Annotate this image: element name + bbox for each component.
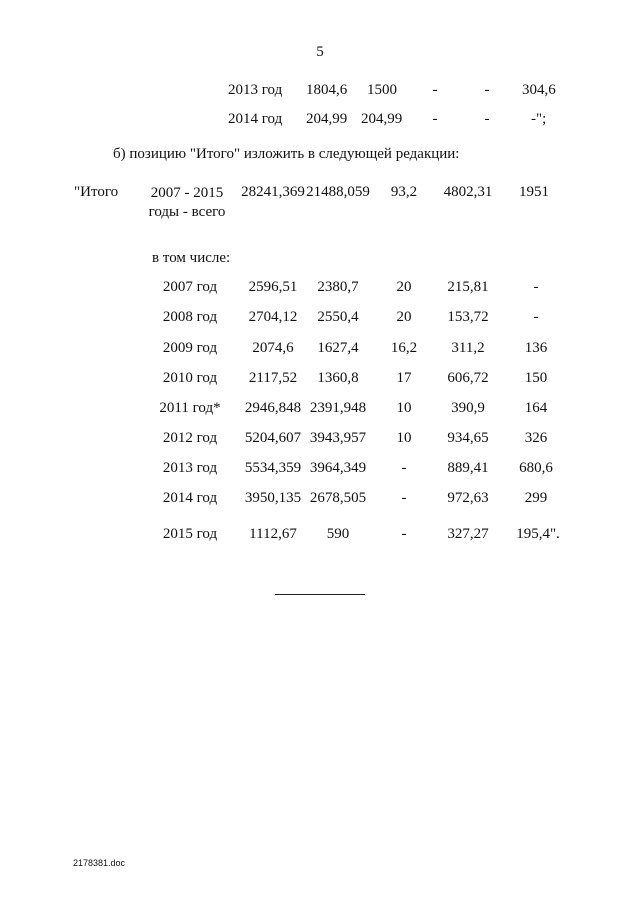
value-cell: 1951	[519, 184, 549, 200]
value-cell: 10	[396, 430, 412, 446]
value-cell: 680,6	[519, 460, 553, 476]
total-cell: 2596,51	[248, 279, 298, 295]
year-cell: 2013 год	[228, 82, 283, 98]
value-cell: 195,4".	[516, 526, 560, 542]
value-cell: 164	[524, 400, 548, 416]
total-cell: 1112,67	[249, 526, 297, 542]
table-row	[0, 80, 640, 100]
value-cell: 2550,4	[317, 309, 359, 325]
total-cell: 28241,369	[241, 184, 305, 200]
table-row	[0, 524, 640, 544]
year-cell: 2010 год	[162, 370, 218, 386]
year-cell: 2009 год	[162, 340, 218, 356]
year-cell: 2015 год	[162, 526, 218, 542]
value-cell: 972,63	[447, 490, 489, 506]
value-cell: 21488,059	[306, 184, 370, 200]
amendment-instruction: б) позицию "Итого" изложить в следующей редакции:	[113, 146, 460, 162]
total-cell: 3950,135	[244, 490, 302, 506]
value-cell: 889,41	[447, 460, 489, 476]
total-cell: 204,99	[306, 111, 348, 127]
value-cell: 2678,505	[309, 490, 367, 506]
year-cell: 2014 год	[162, 490, 218, 506]
year-cell: 2007 год	[162, 279, 218, 295]
table-row	[0, 428, 640, 448]
value-cell: 4802,31	[443, 184, 493, 200]
total-cell: 5534,359	[244, 460, 302, 476]
value-cell: 153,72	[447, 309, 489, 325]
value-cell: -	[401, 490, 407, 506]
value-cell: 204,99	[361, 111, 403, 127]
value-cell: -	[484, 82, 490, 98]
value-cell: -	[533, 309, 539, 325]
value-cell: -	[432, 111, 438, 127]
table-row	[0, 458, 640, 478]
value-cell: 326	[524, 430, 548, 446]
value-cell: 327,27	[447, 526, 489, 542]
value-cell: 390,9	[451, 400, 485, 416]
value-cell: 590	[326, 526, 350, 542]
value-cell: 311,2	[451, 340, 485, 356]
value-cell: 16,2	[390, 340, 418, 356]
table-row	[0, 307, 640, 327]
total-cell: 5204,607	[244, 430, 302, 446]
year-cell: 2014 год	[228, 111, 283, 127]
value-cell: 10	[396, 400, 412, 416]
value-cell: -	[432, 82, 438, 98]
value-cell: -	[401, 526, 407, 542]
value-cell: -	[533, 279, 539, 295]
value-cell: 2391,948	[309, 400, 367, 416]
table-row	[0, 338, 640, 358]
year-cell: 2011 год*	[159, 400, 221, 416]
total-cell: 2946,848	[244, 400, 302, 416]
itogo-period: 2007 - 2015 годы - всего	[148, 185, 226, 220]
itogo-label: "Итого	[74, 184, 119, 200]
table-row	[0, 277, 640, 297]
value-cell: 93,2	[390, 184, 418, 200]
table-row	[0, 398, 640, 418]
year-cell: 2012 год	[162, 430, 218, 446]
value-cell: 1500	[367, 82, 397, 98]
year-cell: 2008 год	[162, 309, 218, 325]
value-cell: 150	[524, 370, 548, 386]
table-row	[0, 109, 640, 129]
value-cell: 934,65	[447, 430, 489, 446]
table-row	[0, 368, 640, 388]
value-cell: -	[401, 460, 407, 476]
section-divider	[275, 594, 365, 595]
page-number: 5	[316, 44, 324, 60]
total-cell: 2074,6	[252, 340, 294, 356]
table-row	[0, 488, 640, 508]
value-cell: 3964,349	[309, 460, 367, 476]
value-cell: 299	[524, 490, 548, 506]
value-cell: 304,6	[522, 82, 556, 98]
value-cell: 2380,7	[317, 279, 359, 295]
document-code: 2178381.doc	[73, 858, 126, 868]
total-cell: 1804,6	[306, 82, 348, 98]
total-cell: 2117,52	[248, 370, 298, 386]
value-cell: 1627,4	[317, 340, 359, 356]
value-cell: -	[484, 111, 490, 127]
value-cell: 20	[396, 279, 412, 295]
value-cell: 136	[524, 340, 548, 356]
value-cell: -";	[531, 111, 547, 127]
year-cell: 2013 год	[162, 460, 218, 476]
value-cell: 20	[396, 309, 412, 325]
itogo-row	[0, 182, 640, 202]
value-cell: 215,81	[447, 279, 489, 295]
value-cell: 17	[396, 370, 412, 386]
value-cell: 606,72	[447, 370, 489, 386]
value-cell: 3943,957	[309, 430, 367, 446]
value-cell: 1360,8	[317, 370, 359, 386]
total-cell: 2704,12	[248, 309, 298, 325]
subheading: в том числе:	[152, 250, 231, 266]
